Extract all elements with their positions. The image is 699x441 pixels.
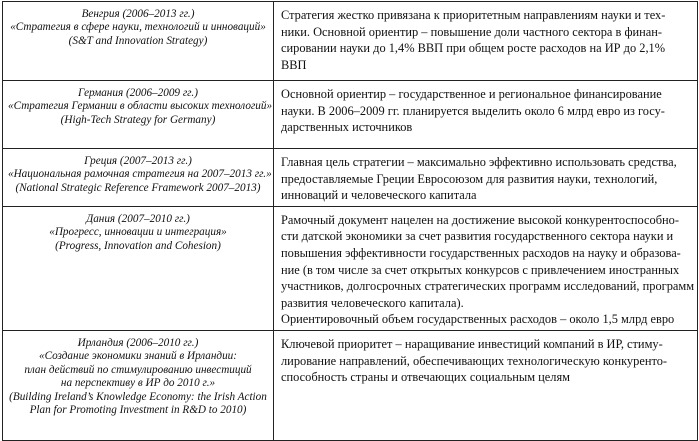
strategy-title: «Национальная рамочная стратегия на 2007–2013 гг.» <box>8 168 272 181</box>
strategy-title-english: (High-Tech Strategy for Germany) <box>60 113 216 126</box>
description-line: ники. Основной ориентир – повышение доли частного сектора в финан- <box>281 24 662 39</box>
strategy-title-english: (Progress, Innovation and Cohesion) <box>55 239 221 252</box>
description-line: дарственных источников <box>281 120 413 135</box>
description-line: сти датской экономики за счет развития государственного сектора науки и <box>281 229 674 244</box>
country-period: Греция (2007–2013 гг.) <box>84 155 192 167</box>
table-row-denmark <box>3 206 698 330</box>
description-line: сировании науки до 1,4% ВВП при общем росте расходов на ИР до 2,1% <box>281 41 666 56</box>
strategy-description-cell <box>274 330 698 440</box>
description-line: Стратегия жестко привязана к приоритетным направлениям науки и тех- <box>281 8 666 22</box>
country-strategy-cell <box>3 81 274 149</box>
table-row-germany <box>3 81 698 149</box>
country-strategy-cell <box>3 2 274 81</box>
country-period: Ирландия (2006–2010 гг.) <box>77 336 199 349</box>
description-line: повышения эффективности государственных расходов на науку и образова- <box>281 245 681 260</box>
strategy-title: «Прогресс, инновации и интеграция» <box>49 226 227 239</box>
strategy-title: «Стратегия Германии в области высоких технологий» <box>8 100 273 113</box>
strategy-description-cell <box>274 81 698 149</box>
strategy-title-english: (Building Ireland’s Knowledge Economy: the Irish Action <box>9 390 267 403</box>
description-line: участников, долгосрочных стратегических программ исследований, программ <box>281 279 695 294</box>
strategy-description-cell <box>274 149 698 207</box>
description-line: инноваций и человеческого капитала <box>281 188 477 203</box>
country-period: Венгрия (2006–2013 гг.) <box>81 8 195 20</box>
table-row-greece <box>3 149 698 207</box>
strategy-title: «Создание экономики знаний в Ирландии: <box>38 350 238 363</box>
description-line: Главная цель стратегии – максимально эффективно использовать средства, <box>281 155 677 169</box>
country-period: Дания (2007–2010 гг.) <box>86 212 190 225</box>
description-line: ние (в том числе за счет открытых конкурсов с привлечением иностранных <box>281 262 680 277</box>
description-line: способность страны и отвечающих социальным целям <box>281 370 570 385</box>
country-period: Германия (2006–2009 гг.) <box>78 87 198 99</box>
description-line: ВВП <box>281 57 307 72</box>
description-line: предоставляемые Греции Евросоюзом для развития науки, технологий, <box>281 171 658 186</box>
strategy-description-cell <box>274 206 698 330</box>
strategy-description-cell <box>274 2 698 81</box>
description-line: развития человеческого капитала). <box>281 295 464 310</box>
country-strategy-cell <box>3 330 274 440</box>
description-line: Ориентировочный объем государственных расходов – около 1,5 млрд евро <box>281 312 675 327</box>
description-line: Ключевой приоритет – наращивание инвестиций компаний в ИР, стиму- <box>281 336 663 351</box>
strategy-title-english: Plan for Promoting Investment in R&D to 2010) <box>29 403 247 416</box>
country-strategy-cell <box>3 149 274 207</box>
strategy-title-english: (National Strategic Reference Framework 2007–2013) <box>15 181 261 194</box>
table-row-ireland <box>3 330 698 440</box>
description-line: лирование направлений, обеспечивающих технологическую конкуренто- <box>281 353 668 368</box>
strategy-title: план действий по стимулированию инвестиций <box>24 363 252 376</box>
strategy-title-english: (S&T and Innovation Strategy) <box>68 34 208 47</box>
country-strategy-cell <box>3 206 274 330</box>
description-line: Рамочный документ нацелен на достижение высокой конкурентоспособно- <box>281 212 679 227</box>
strategy-table <box>2 1 698 441</box>
table-row-hungary <box>3 2 698 81</box>
strategy-title: «Стратегия в сфере науки, технологий и инноваций» <box>10 21 266 34</box>
strategy-title: на перспективу в ИР до 2010 г.» <box>60 377 216 390</box>
description-line: науки. В 2006–2009 гг. планируется выделить около 6 млрд евро из госу- <box>281 103 665 118</box>
description-line: Основной ориентир – государственное и региональное финансирование <box>281 87 662 101</box>
